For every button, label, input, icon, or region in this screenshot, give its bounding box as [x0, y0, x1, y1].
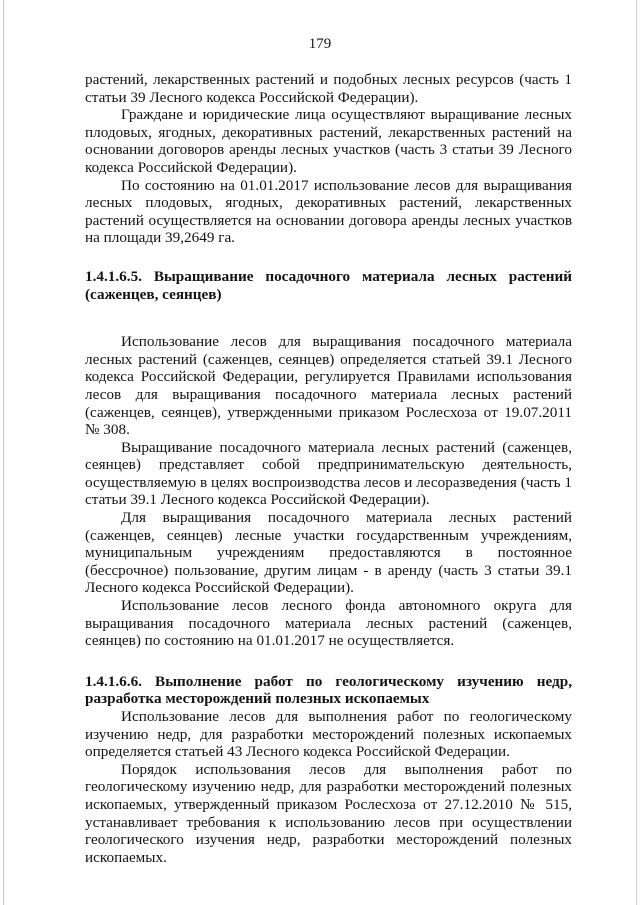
paragraph: Граждане и юридические лица осуществляют выращивание лесных плодовых, ягодных, декоративных растений, лекарственных растений на основании договоров аренды лесных участков (часть 3 статьи 39 Лесного кодекса Российской Федерации). [85, 106, 572, 176]
paragraph: Использование лесов лесного фонда автономного округа для выращивания посадочного материала лесных растений (саженцев, сеянцев) по состоянию на 01.01.2017 не осуществляется. [85, 597, 572, 650]
paragraph: Для выращивания посадочного материала лесных растений (саженцев, сеянцев) лесные участки государственным учреждениям, муниципальным учреждениям предоставляются в постоянное (бессрочное) пользование, другим лицам - в аренду (часть 3 статьи 39.1 Лесного кодекса Российской Федерации). [85, 509, 572, 597]
page-number: 179 [308, 36, 332, 52]
paragraph: растений, лекарственных растений и подобных лесных ресурсов (часть 1 статьи 39 Лесного кодекса Российской Федерации). [85, 71, 572, 106]
document-body [85, 71, 572, 866]
paragraph: По состоянию на 01.01.2017 использование лесов для выращивания лесных плодовых, ягодных, декоративных растений, лекарственных растений осуществляется на основании договора аренды лесных участков на площади 39,2649 га. [85, 176, 572, 247]
scan-edge-left [3, 0, 4, 905]
section-heading: 1.4.1.6.5. Выращивание посадочного материала лесных растений (саженцев, сеянцев) [85, 267, 572, 303]
section-heading: 1.4.1.6.6. Выполнение работ по геологическому изучению недр, разработка месторождений полезных ископаемых [85, 672, 572, 708]
paragraph: Выращивание посадочного материала лесных растений (саженцев, сеянцев) представляет собой предпринимательскую деятельность, осуществляемую в целях воспроизводства лесов и лесоразведения (часть 1 статьи 39.1 Лесного кодекса Российской Федерации). [85, 438, 572, 509]
paragraph: Порядок использования лесов для выполнения работ по геологическому изучению недр, для разработки месторождений полезных ископаемых, утвержденный приказом Рослесхоза от 27.12.2010 № 515, устанавливает требования к использованию лесов при осуществлении геологического изучения недр, разработки месторождений полезных ископаемых. [85, 760, 572, 866]
paragraph: Использование лесов для выполнения работ по геологическому изучению недр, для разработки месторождений полезных ископаемых определяется статьей 43 Лесного кодекса Российской Федерации. [85, 708, 572, 761]
paragraph: Использование лесов для выращивания посадочного материала лесных растений (саженцев, сеянцев) определяется статьей 39.1 Лесного кодекса Российской Федерации, регулируется Правилами использования лесов для выращивания посадочного материала лесных растений (саженцев, сеянцев), утвержденными приказом Рослесхоза от 19.07.2011 № 308. [85, 333, 572, 439]
scan-edge-right [636, 0, 637, 905]
